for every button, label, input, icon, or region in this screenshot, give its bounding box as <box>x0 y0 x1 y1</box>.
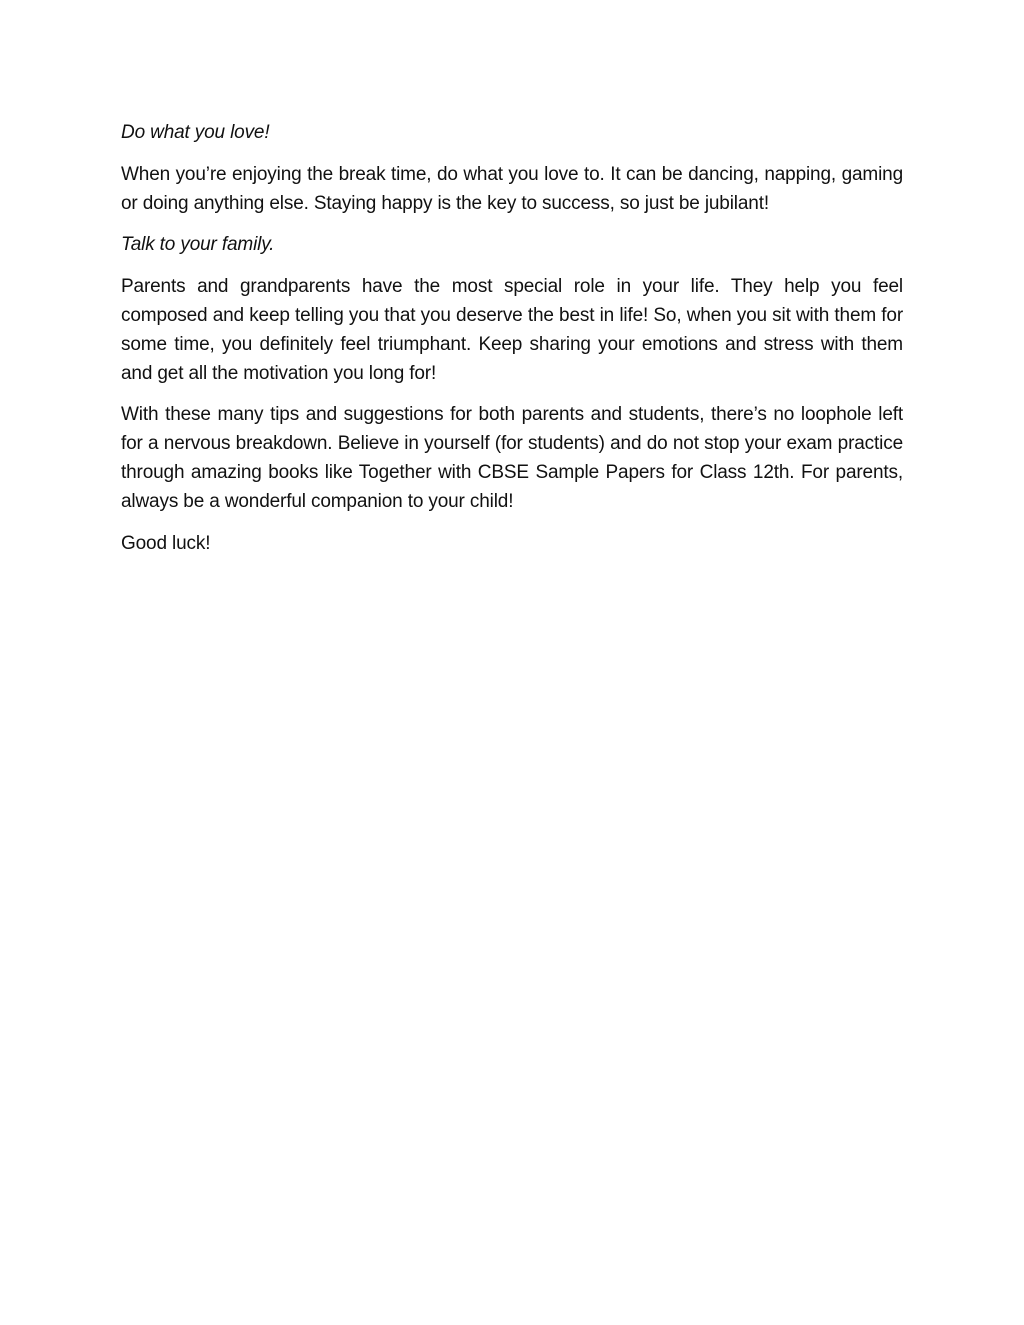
section-heading-talk-to-family: Talk to your family. <box>121 234 275 256</box>
document-body <box>121 119 903 571</box>
section-heading-do-what-you-love: Do what you love! <box>121 122 270 143</box>
paragraph-do-what-you-love: When you’re enjoying the break time, do what you love to. It can be dancing, napping, gaming or doing anything else. Staying happy is the key to success, so just be jubilant! <box>121 163 903 214</box>
paragraph-closing: With these many tips and suggestions for both parents and students, there’s no loophole left for a nervous breakdown. Believe in yourself (for students) and do not stop your exam practice through amazing books like Together with CBSE Sample Papers for Class 12th. For parents, always be a wonderful companion to your child! <box>121 404 903 512</box>
paragraph-talk-to-family: Parents and grandparents have the most special role in your life. They help you feel composed and keep telling you that you deserve the best in life! So, when you sit with them for some time, you definitely feel triumphant. Keep sharing your emotions and stress with them and get all the motivation you long for! <box>121 276 903 384</box>
sign-off: Good luck! <box>121 532 211 554</box>
